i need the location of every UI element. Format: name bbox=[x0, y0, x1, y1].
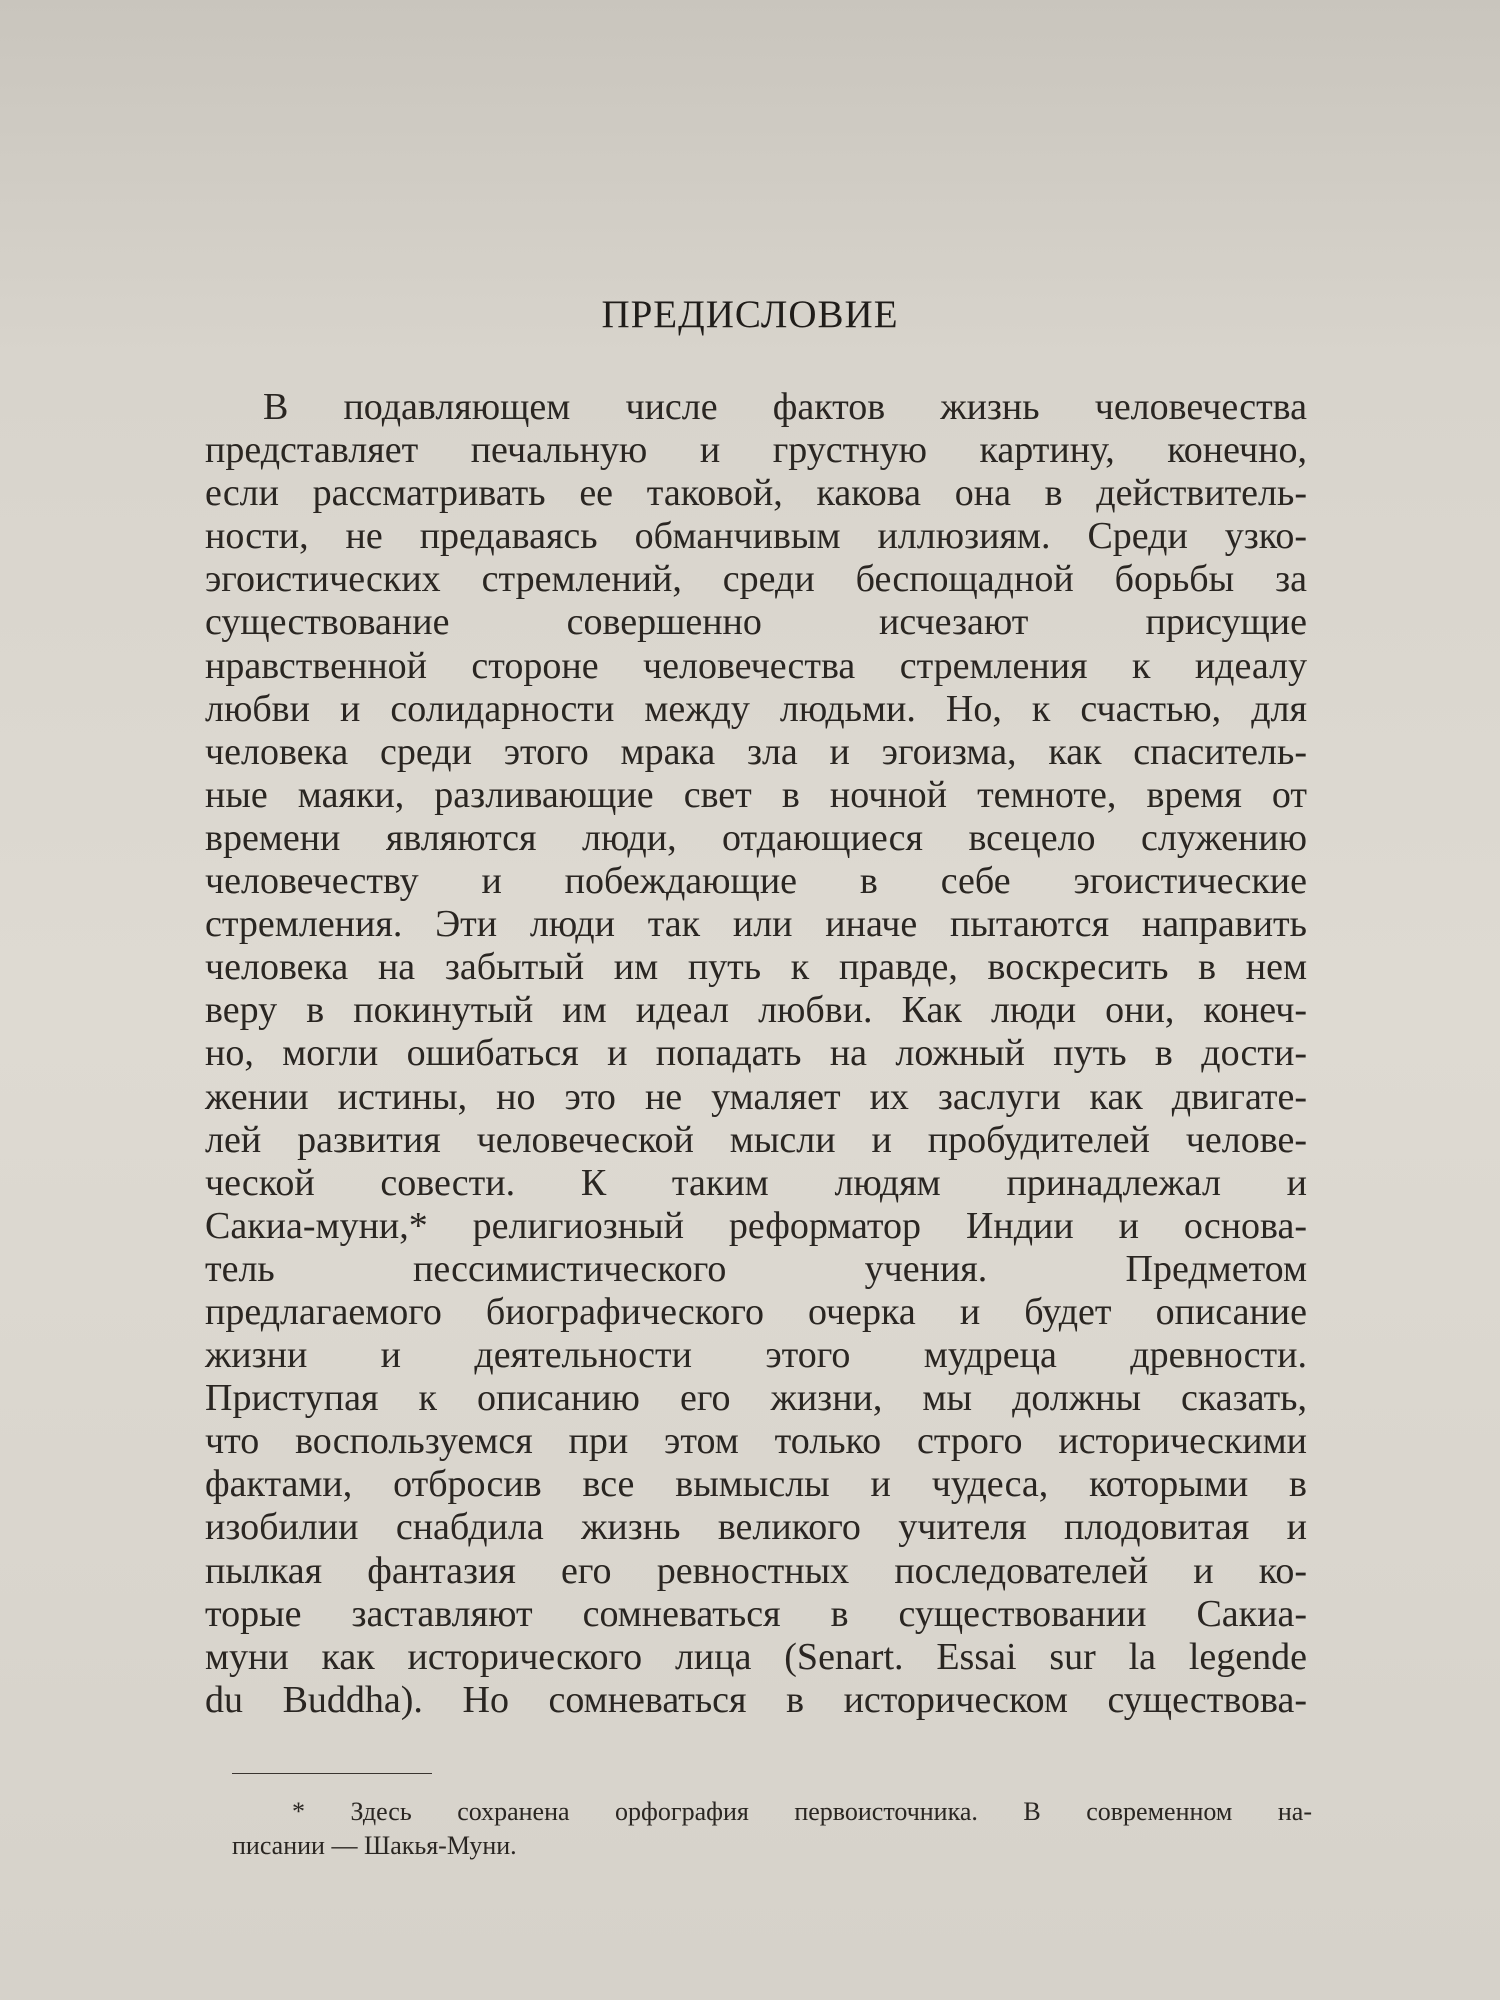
footnote bbox=[232, 1795, 1312, 1863]
text-line: человечеству и побеждающие в себе эгоистические bbox=[205, 860, 1307, 903]
footnote-divider bbox=[232, 1773, 432, 1774]
text-line: муни как исторического лица (Senart. Essai sur la legende bbox=[205, 1635, 1307, 1678]
body-text bbox=[205, 386, 1307, 1722]
text-line: эгоистических стремлений, среди беспощадной борьбы за bbox=[205, 558, 1307, 601]
text-line: жизни и деятельности этого мудреца древности. bbox=[205, 1334, 1307, 1377]
text-line: ческой совести. К таким людям принадлежал и bbox=[205, 1161, 1307, 1204]
footnote-line: писании — Шакья-Муни. bbox=[232, 1831, 517, 1860]
text-line: изобилии снабдила жизнь великого учителя плодовитая и bbox=[205, 1506, 1307, 1549]
text-line: фактами, отбросив все вымыслы и чудеса, которыми в bbox=[205, 1463, 1307, 1506]
page-title: ПРЕДИСЛОВИЕ bbox=[601, 293, 899, 336]
text-line: пылкая фантазия его ревностных последователей и ко- bbox=[205, 1549, 1307, 1592]
footnote-line: * Здесь сохранена орфография первоисточника. В современном на- bbox=[292, 1797, 1312, 1826]
text-line: что воспользуемся при этом только строго историческими bbox=[205, 1420, 1307, 1463]
text-line: существование совершенно исчезают присущие bbox=[205, 601, 1307, 644]
text-line: торые заставляют сомневаться в существовании Сакиа- bbox=[205, 1592, 1307, 1635]
text-line: лей развития человеческой мысли и пробудителей челове- bbox=[205, 1118, 1307, 1161]
text-line: веру в покинутый им идеал любви. Как люди они, конеч- bbox=[205, 989, 1307, 1032]
text-line: представляет печальную и грустную картину, конечно, bbox=[205, 429, 1307, 472]
text-line: нравственной стороне человечества стремления к идеалу bbox=[205, 644, 1307, 687]
text-line: предлагаемого биографического очерка и будет описание bbox=[205, 1290, 1307, 1333]
text-line: Приступая к описанию его жизни, мы должны сказать, bbox=[205, 1377, 1307, 1420]
text-line: ности, не предаваясь обманчивым иллюзиям. Среди узко- bbox=[205, 515, 1307, 558]
text-line: ные маяки, разливающие свет в ночной темноте, время от bbox=[205, 773, 1307, 816]
text-line: любви и солидарности между людьми. Но, к счастью, для bbox=[205, 687, 1307, 730]
text-line: стремления. Эти люди так или иначе пытаются направить bbox=[205, 903, 1307, 946]
text-line: но, могли ошибаться и попадать на ложный путь в дости- bbox=[205, 1032, 1307, 1075]
text-line: если рассматривать ее таковой, какова она в действитель- bbox=[205, 472, 1307, 515]
text-line: Сакиа-муни,* религиозный реформатор Индии и основа- bbox=[205, 1204, 1307, 1247]
text-line: человека среди этого мрака зла и эгоизма, как спаситель- bbox=[205, 730, 1307, 773]
text-line: человека на забытый им путь к правде, воскресить в нем bbox=[205, 946, 1307, 989]
text-line: жении истины, но это не умаляет их заслуги как двигате- bbox=[205, 1075, 1307, 1118]
text-line: В подавляющем числе фактов жизнь человечества bbox=[263, 386, 1307, 428]
text-line: du Buddha). Но сомневаться в историческом существова- bbox=[205, 1678, 1307, 1721]
text-line: времени являются люди, отдающиеся всецело служению bbox=[205, 816, 1307, 859]
text-line: тель пессимистического учения. Предметом bbox=[205, 1247, 1307, 1290]
